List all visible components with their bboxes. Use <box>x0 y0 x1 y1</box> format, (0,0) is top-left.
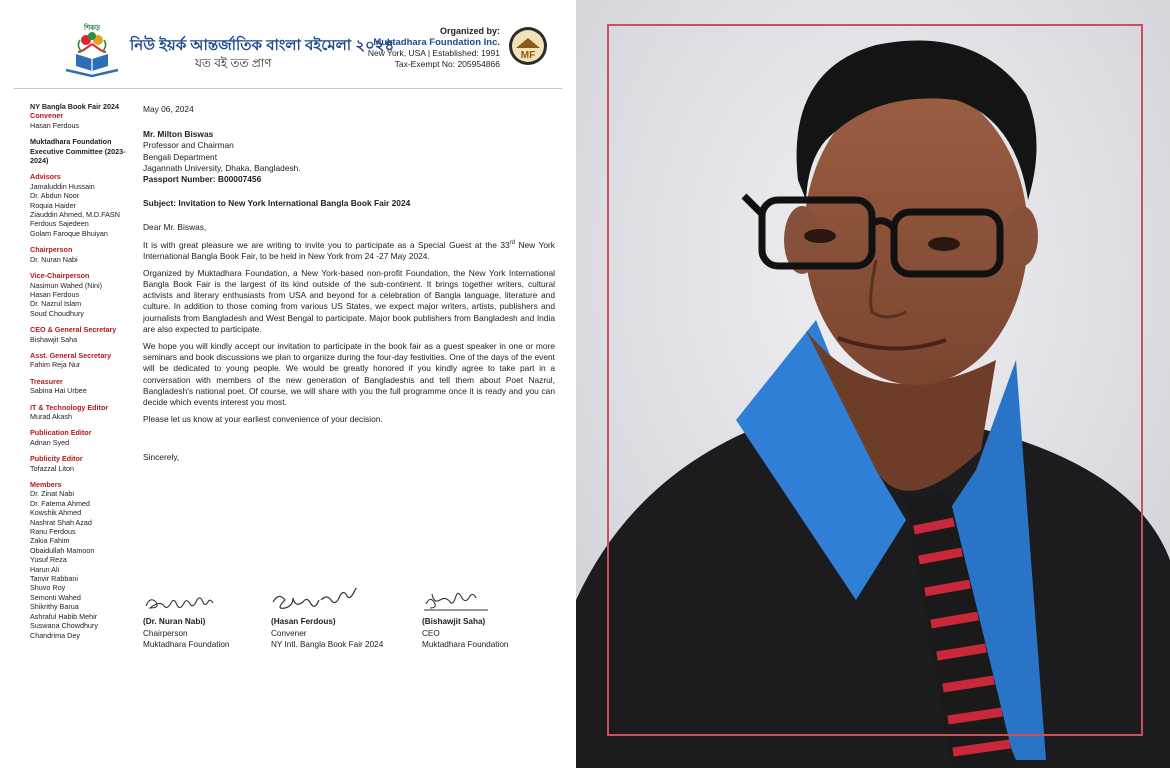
committee-name: Muktadhara Foundation Executive Committee (2023-2024) <box>30 137 126 166</box>
header-divider <box>14 88 562 89</box>
it-editor-group <box>30 403 140 422</box>
advisor: Ferdous Sajedeen <box>30 219 89 229</box>
signatory-org: Muktadhara Foundation <box>143 640 230 649</box>
handwritten-signature-icon <box>422 588 502 616</box>
fair-title-bengali: নিউ ইয়র্ক আন্তর্জাতিক বাংলা বইমেলা ২০২৪ <box>130 37 395 54</box>
member: Chandrima Dey <box>30 630 80 640</box>
organizer-name: Muktadhara Foundation Inc. <box>373 37 500 48</box>
chair-name: Dr. Nuran Nabi <box>30 254 78 264</box>
advisor: Jamaluddin Hussain <box>30 181 95 191</box>
member: Harun Ali <box>30 564 60 574</box>
fair-name: NY Bangla Book Fair 2024 <box>30 102 119 111</box>
paragraph-invitation <box>143 238 555 262</box>
publication-editor-group <box>30 428 140 447</box>
member: Nashrat Shah Azad <box>30 517 92 527</box>
signatory-name: (Dr. Nuran Nabi) <box>143 617 206 626</box>
asst-secretary-heading: Asst. General Secretary <box>30 350 112 360</box>
p1-start: It is with great pleasure we are writing to invite you to participate as a Special Guest at the 33 <box>143 239 510 250</box>
treasurer-heading: Treasurer <box>30 376 63 386</box>
advisor: Golam Faroque Bhuiyan <box>30 228 108 238</box>
asst-secretary-name: Fahim Reja Nur <box>30 360 81 370</box>
organizer-location: New York, USA | Established: 1991 <box>367 48 500 58</box>
paragraph-reply-request: Please let us know at your earliest convenience of your decision. <box>143 414 383 425</box>
p1-ordinal: rd <box>509 239 515 246</box>
face <box>804 85 1028 385</box>
member: Dr. Fatema Ahmed <box>30 498 90 508</box>
vice-chair-name: Dr. Nazrul Islam <box>30 299 82 309</box>
muktadhara-logo-icon <box>508 26 548 66</box>
publicity-editor-group <box>30 454 140 473</box>
publication-editor-name: Adnan Syed <box>30 437 70 447</box>
signature-chairperson <box>143 588 233 651</box>
letterhead <box>0 0 576 94</box>
recipient-line: Bengali Department <box>143 151 218 162</box>
member: Semonti Wahed <box>30 592 81 602</box>
ceo-name: Bishawjit Saha <box>30 334 78 344</box>
organized-by-label: Organized by: <box>439 26 500 36</box>
publicity-editor-heading: Publicity Editor <box>30 454 83 464</box>
convener-name: Hasan Ferdous <box>30 120 80 130</box>
advisor: Ziauddin Ahmed, M.D.FASN <box>30 210 120 220</box>
book-fair-logo-icon <box>56 22 128 78</box>
org-logo-text: MF <box>520 50 536 61</box>
organizer-tax-id: Tax-Exempt No: 205954866 <box>394 59 500 69</box>
vice-chair-group <box>30 271 140 318</box>
publicity-editor-name: Tofazzal Liton <box>30 463 74 473</box>
vice-chair-heading: Vice-Chairperson <box>30 271 90 281</box>
recipient-name: Mr. Milton Biswas <box>143 129 214 140</box>
signature-block <box>143 588 563 668</box>
member: Ashraful Habib Mehir <box>30 611 98 621</box>
signatory-org: NY Intl. Bangla Book Fair 2024 <box>271 640 384 649</box>
committee-sidebar <box>30 102 140 647</box>
member: Obaidullah Mamoon <box>30 545 95 555</box>
signature-convener <box>271 588 383 651</box>
recipient-address <box>143 129 555 185</box>
letter-date: May 06, 2024 <box>143 104 194 114</box>
paragraph-about-fair: Organized by Muktadhara Foundation, a New York-based non-profit Foundation, the New York International Bangla Book Fair is the largest of its kind outside of the sub-continent. It brings together writers, cultural activists and literary enthusiasts from USA and beyond for a celebration of Bangla language, literature and culture. In addition to those coming from various US States, we expect major writers, artists, publishers and journalists from Bangladesh and West Bengal to participate. Major book publishers from Bangladesh and India are also expected to participate. <box>143 267 555 334</box>
handwritten-signature-icon <box>143 588 233 616</box>
member: Zakia Fahim <box>30 536 70 546</box>
signatory-title: CEO <box>422 628 440 638</box>
member: Yusuf Reza <box>30 555 67 565</box>
treasurer-name: Sabina Hai Urbee <box>30 386 87 396</box>
signatory-title: Chairperson <box>143 628 188 638</box>
recipient-line: Professor and Chairman <box>143 140 234 151</box>
convener-heading: Convener <box>30 111 64 121</box>
treasurer-group <box>30 377 140 396</box>
members-heading: Members <box>30 480 62 489</box>
it-editor-name: Murad Akash <box>30 411 72 421</box>
chair-heading: Chairperson <box>30 245 73 255</box>
advisor: Dr. Abdun Noor <box>30 191 80 201</box>
advisors-heading: Advisors <box>30 172 61 182</box>
ceo-group <box>30 325 140 344</box>
advisor: Roquia Haider <box>30 200 76 210</box>
advisors-group <box>30 172 140 238</box>
salutation: Dear Mr. Biswas, <box>143 222 207 233</box>
closing: Sincerely, <box>143 452 180 463</box>
portrait-illustration <box>576 0 1170 768</box>
letter-body <box>143 104 555 464</box>
chair-group <box>30 245 140 264</box>
signature-ceo <box>422 588 508 651</box>
member: Dr. Zinat Nabi <box>30 489 74 499</box>
committee-title <box>30 137 140 165</box>
member: Shikrithy Barua <box>30 602 79 612</box>
vice-chair-name: Hasan Ferdous <box>30 289 80 299</box>
vice-chair-name: Soud Choudhury <box>30 308 84 318</box>
it-editor-heading: IT & Technology Editor <box>30 402 109 412</box>
paragraph-guest-speaker: We hope you will kindly accept our invitation to participate in the book fair as a guest speaker in one or more seminars and book discussions we plan to organize during the four-day festivities. One of the days of the event will be dedicated to young people. We would be greatly honored if you kindly agree to take part in a conversation with members of the new generation of Bangladeshis and tell them about Poet Nazrul, Bangladesh's national poet. Of course, we will share with you the full programme once it is ready and you can decide which events interest you most. <box>143 341 555 408</box>
recipient-line: Jagannath University, Dhaka, Bangladesh. <box>143 162 301 173</box>
ceo-heading: CEO & General Secretary <box>30 325 117 335</box>
fair-tagline-bengali: যত বই তত প্রাণ <box>195 56 272 70</box>
member: Ranu Ferdous <box>30 527 76 537</box>
letter-subject: Subject: Invitation to New York International Bangla Book Fair 2024 <box>143 198 411 209</box>
signatory-name: (Bishawjit Saha) <box>422 617 486 626</box>
signatory-title: Convener <box>271 628 307 638</box>
organizer-block <box>368 26 500 70</box>
member: Kowshik Ahmed <box>30 508 82 518</box>
handwritten-signature-icon <box>271 588 371 616</box>
p1-end: New York International Bangla Book Fair, to be held in New York from 24 -27 May 2024. <box>143 239 555 261</box>
signatory-name: (Hasan Ferdous) <box>271 617 336 626</box>
signatory-org: Muktadhara Foundation <box>422 640 509 649</box>
publication-editor-heading: Publication Editor <box>30 428 92 438</box>
asst-secretary-group <box>30 351 140 370</box>
member: Suswana Chowdhury <box>30 621 98 631</box>
invitation-letter <box>0 0 576 768</box>
member: Tanvir Rabbani <box>30 574 78 584</box>
passport-number: Passport Number: B00007456 <box>143 174 262 185</box>
fair-group <box>30 102 140 130</box>
vice-chair-name: Nasimun Wahed (Nini) <box>30 280 103 290</box>
logo-text: শিকড় <box>83 25 101 32</box>
members-group <box>30 480 140 640</box>
portrait-photo <box>576 0 1170 768</box>
member: Shuvo Roy <box>30 583 66 593</box>
